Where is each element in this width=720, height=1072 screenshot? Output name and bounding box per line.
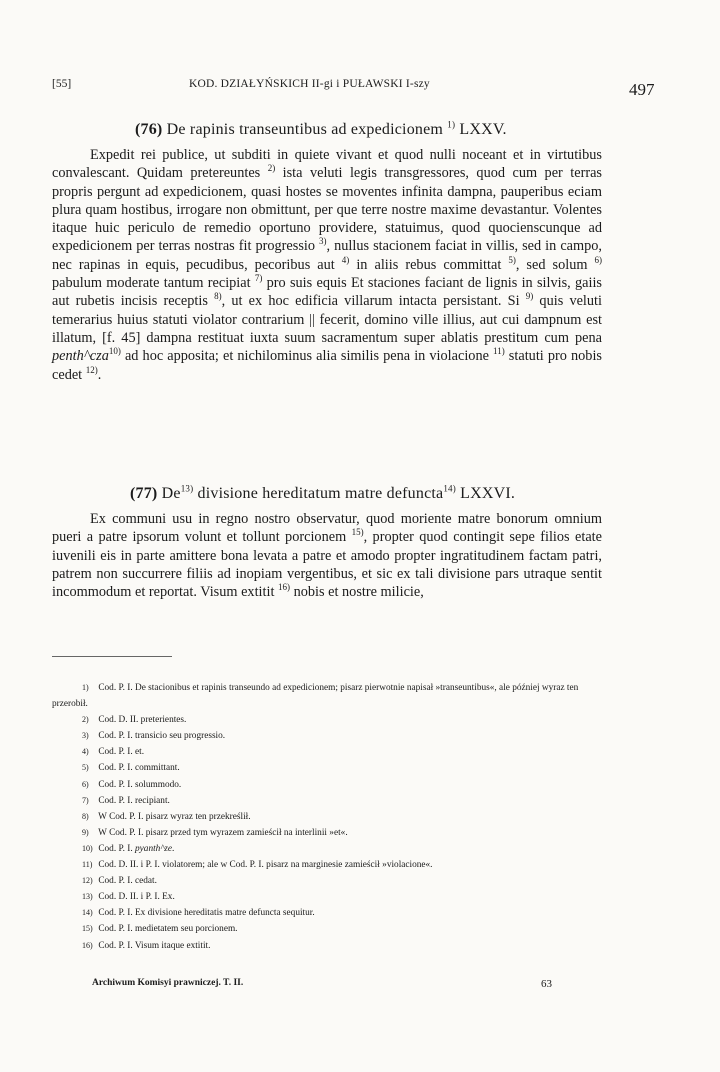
section-77-title <box>130 485 515 503</box>
text-segment: , sed solum <box>515 256 595 273</box>
footnote-mark: 9) <box>82 827 89 837</box>
footnote-ref: 7) <box>254 273 263 284</box>
footnote-text: Cod. D. II. i P. I. violatorem; ale w Cod. P. I. pisarz na marginesie zamieścił »violacione«. <box>98 860 433 871</box>
footnote-ref: 12) <box>85 364 98 375</box>
footnote-text: Cod. P. I. medietatem seu porcionem. <box>98 924 238 935</box>
footnote-mark: 11) <box>82 860 93 870</box>
footnote-ref: 16) <box>278 582 291 593</box>
footnote <box>52 873 612 889</box>
footnote <box>52 889 612 905</box>
footnote-text: Cod. P. I. De stacionibus et rapinis transeundo ad expedicionem; pisarz pierwotnie napisał »transeuntibus«, ale później wyraz ten przerobił. <box>52 683 579 710</box>
text-segment: , propter quod contingit sepe filios etate iuvenili eis in parte amittere bona levata a patre et amodo propter ingratitudinem factam patri, patrem non succurrere filiis ad inopiam vergentibus, et sic ex tali divisione pars utraque sentit incommodum et reportat. Visum extitit <box>52 529 602 601</box>
text-segment: in aliis rebus committat <box>349 256 509 273</box>
footnote <box>52 680 612 712</box>
footnote-ref: 3) <box>319 236 327 247</box>
footnote-mark: 14) <box>82 908 93 918</box>
footnote-ref: 4) <box>341 255 350 266</box>
footnote-mark: 7) <box>82 795 89 805</box>
text-segment: ad hoc apposita; et nichilominus alia similis pena in violacione <box>120 348 494 365</box>
footnote <box>52 809 612 825</box>
text-segment: , nullus stacionem faciat in villis, sed in campo, nec rapinas in equis, pecudibus, pecoribus aut <box>52 238 602 273</box>
signature-line: Archiwum Komisyi prawniczej. T. II. <box>92 978 244 988</box>
footnote-mark: 12) <box>82 876 93 886</box>
footnote <box>52 921 612 937</box>
paragraph <box>52 510 602 601</box>
footnote-mark: 10) <box>82 843 93 853</box>
footnote-text: W Cod. P. I. pisarz wyraz ten przekreślił. <box>98 811 251 822</box>
text-segment: ista veluti legis transgressores, quod cum per terras propris pergunt ad expedicionem, quasi hostes se moventes infinita dampna, pauperibus eciam plura quam hostibus, irrogare non obmittunt, per que terre nostre maxime devastantur. Volentes itaque huic periculo de remedio oportuno providere, statuimus, quod quocienscunque ad expedicionem per terras nostras fit progressio <box>52 165 602 255</box>
footnote-text: Cod. P. I. recipiant. <box>98 795 170 806</box>
footnote-mark: 1) <box>82 683 89 692</box>
footnote <box>52 760 612 776</box>
footnote-text: Cod. P. I. solummodo. <box>98 779 182 790</box>
footnote-mark: 5) <box>82 763 89 773</box>
footnote <box>52 728 612 744</box>
footnote-ref: 2) <box>267 163 276 174</box>
footnote-text: Cod. P. I. transicio seu progressio. <box>98 731 226 742</box>
text-segment: statuti pro nobis cedet <box>52 348 602 383</box>
footnote-ref: 6) <box>594 255 602 266</box>
footnote-text: . <box>172 843 175 854</box>
section-77-roman: LXXVI. <box>460 485 516 502</box>
footnote-mark: 16) <box>82 940 93 950</box>
italic-term: penth^cza <box>52 348 109 365</box>
footnote-text: Cod. P. I. committant. <box>98 763 180 774</box>
text-segment: . <box>97 366 102 383</box>
footnote <box>52 905 612 921</box>
footnotes <box>52 680 612 954</box>
text-segment: Ex communi usu in regno nostro observatur, quod moriente matre bonorum omnium pueri a patre ipsorum volunt et tollunt porcionem <box>52 511 602 546</box>
footnote <box>52 712 612 728</box>
footnote <box>52 744 612 760</box>
text-segment: pabulum moderate tantum recipiat <box>52 275 255 292</box>
section-77-body <box>52 510 602 636</box>
footnote-ref: 8) <box>214 291 222 302</box>
footnote-mark: 15) <box>82 924 93 934</box>
footnote <box>52 857 612 873</box>
footnote-separator <box>52 656 172 657</box>
footnote-text: Cod. P. I. Visum itaque extitit. <box>98 940 211 951</box>
footnote-ref: 13) <box>180 483 194 494</box>
footnote <box>52 825 612 841</box>
text-segment: nobis et nostre milicie, <box>290 584 424 601</box>
footnote-mark: 13) <box>82 892 93 902</box>
sheet-number: 63 <box>541 978 552 990</box>
text-segment: pro suis equis Et staciones faciant de lignis in silvis, gaiis aut rubetis incisis receptis <box>52 275 602 310</box>
footnote-mark: 8) <box>82 811 89 821</box>
footnote-text: Cod. P. I. Ex divisione hereditatis matre defuncta sequitur. <box>98 908 315 919</box>
footnote-text: Cod. D. II. i P. I. Ex. <box>98 892 175 903</box>
footnote-ref: 11) <box>493 346 505 357</box>
section-76-number: (76) <box>135 121 163 138</box>
footnote-italic-term: pyanth^ze <box>135 843 172 854</box>
header-left-number: [55] <box>52 78 72 90</box>
footnote-text: Cod. P. I. et. <box>98 747 145 758</box>
section-77-number: (77) <box>130 485 158 502</box>
page-footer <box>92 978 552 988</box>
footnote-ref: 5) <box>508 255 516 266</box>
section-76-title-text: De rapinis transeuntibus ad expedicionem <box>166 121 444 138</box>
footnote-mark: 3) <box>82 731 89 741</box>
text-segment: quis veluti temerarius huius statuti violator contrarium || fecerit, domino ville illius, aut cui dampnum est illatum, [f. 45] dampna restituat iuxta suum sacramentum super ablatis prestitum cum pena <box>52 293 603 346</box>
text-segment: , ut ex hoc edificia villarum intacta persistant. Si <box>221 293 526 310</box>
section-77-title-text: De <box>161 485 181 502</box>
footnote-mark: 2) <box>82 715 89 725</box>
footnote-text: W Cod. P. I. pisarz przed tym wyrazem zamieścił na interlinii »et«. <box>98 827 348 838</box>
page-number: 497 <box>629 80 655 99</box>
section-77-title-text: divisione hereditatum matre defuncta <box>197 485 444 502</box>
section-76-body <box>52 146 602 464</box>
footnote-mark: 6) <box>82 779 89 789</box>
section-76-title <box>135 121 507 139</box>
footnote-mark: 4) <box>82 747 89 757</box>
footnote <box>52 777 612 793</box>
text-segment: Expedit rei publice, ut subditi in quiete vivant et quod nulli noceant et in virtutibus convalescant. Quidam pretereuntes <box>52 147 602 182</box>
footnote-ref: 10) <box>108 346 121 357</box>
paragraph <box>52 146 602 384</box>
footnote <box>52 938 612 954</box>
footnote-ref: 15) <box>351 527 364 538</box>
footnote <box>52 793 612 809</box>
footnote-text: Cod. D. II. preterientes. <box>98 715 187 726</box>
footnote <box>52 841 612 857</box>
header-title: KOD. DZIAŁYŃSKICH II-gi i PUŁAWSKI I-szy <box>189 78 430 90</box>
section-76-roman: LXXV. <box>459 121 507 138</box>
footnote-text: Cod. P. I. <box>98 843 136 854</box>
running-header <box>52 72 672 99</box>
footnote-ref: 1) <box>447 119 456 130</box>
footnote-ref: 9) <box>525 291 534 302</box>
footnote-ref: 14) <box>443 483 456 494</box>
footnote-text: Cod. P. I. cedat. <box>98 876 157 887</box>
